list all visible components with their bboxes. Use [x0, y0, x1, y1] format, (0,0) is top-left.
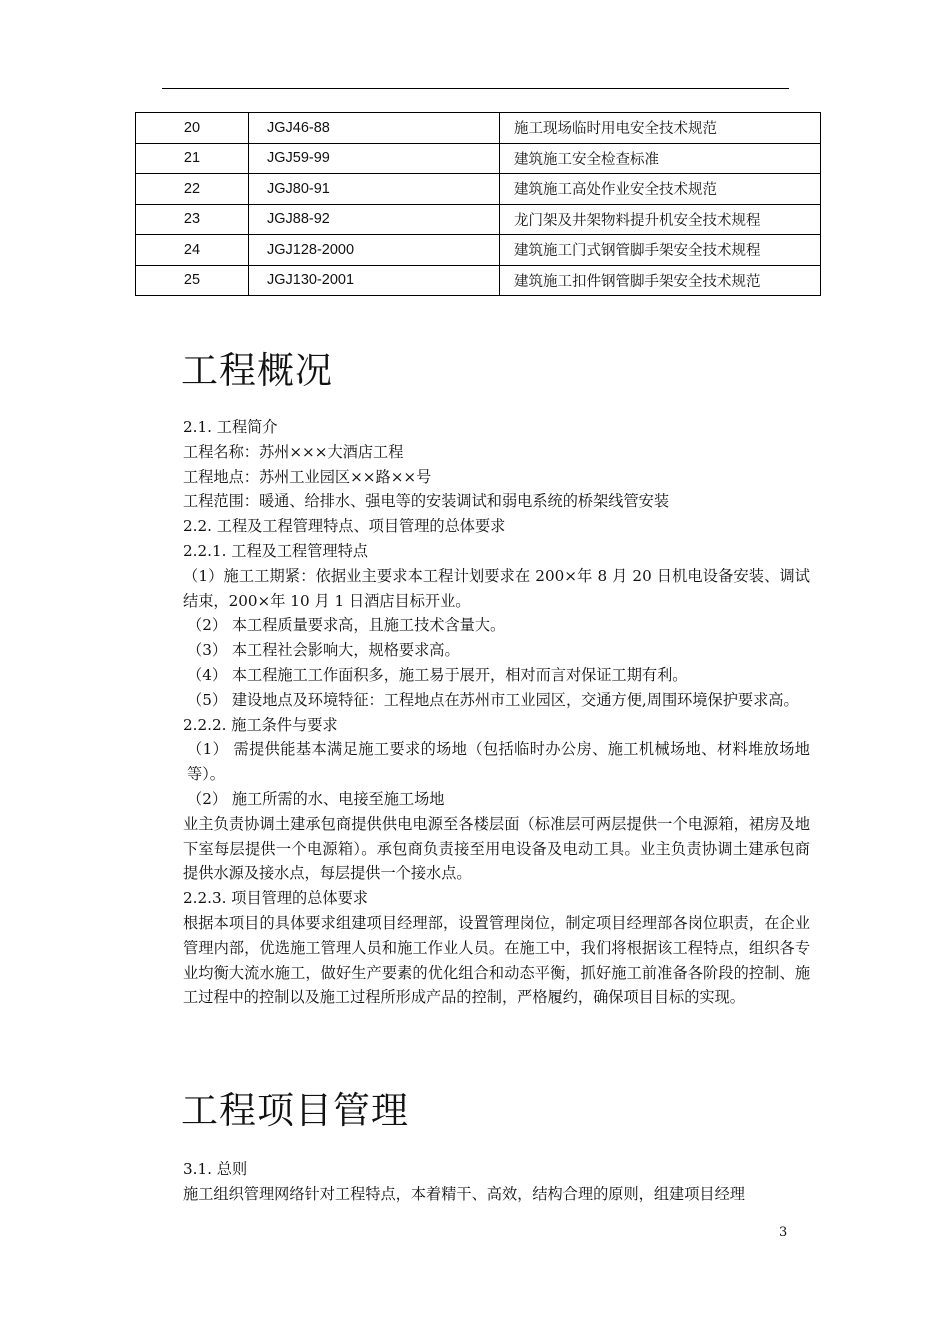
project-scope: 工程范围：暖通、给排水、强电等的安装调试和弱电系统的桥架线管安装	[183, 492, 669, 511]
subsection-title: 3.1. 总则	[183, 1160, 248, 1178]
paragraph: （1） 需提供能基本满足施工要求的场地（包括临时办公房、施工机械场地、材料堆放场地等）。	[187, 740, 810, 784]
paragraph: （2） 施工所需的水、电接至施工场地	[187, 789, 445, 808]
row-no: 22	[136, 174, 249, 205]
row-no: 25	[136, 265, 249, 296]
subsection-title: 2.2.1. 工程及工程管理特点	[183, 541, 368, 560]
table-row	[136, 113, 821, 144]
project-name: 工程名称：苏州×××大酒店工程	[183, 442, 404, 461]
subsection-title: 2.2. 工程及工程管理特点、项目管理的总体要求	[183, 517, 506, 536]
subsection-title: 2.2.2. 施工条件与要求	[183, 715, 338, 734]
row-code: JGJ88-92	[249, 204, 500, 235]
paragraph: （2） 本工程质量要求高，且施工技术含量大。	[187, 616, 506, 635]
row-no: 20	[136, 113, 249, 144]
table-row	[136, 235, 821, 266]
row-code: JGJ80-91	[249, 174, 500, 205]
row-title: 龙门架及井架物料提升机安全技术规程	[500, 204, 821, 235]
row-code: JGJ128-2000	[249, 235, 500, 266]
subsection-title: 2.2.3. 项目管理的总体要求	[183, 889, 368, 908]
paragraph: （3） 本工程社会影响大，规格要求高。	[187, 641, 460, 660]
table-row	[136, 204, 821, 235]
row-title: 建筑施工扣件钢管脚手架安全技术规范	[500, 265, 821, 296]
paragraph: （4） 本工程施工工作面积多，施工易于展开，相对而言对保证工期有利。	[187, 665, 688, 684]
row-no: 21	[136, 143, 249, 174]
table-row	[136, 174, 821, 205]
paragraph: 根据本项目的具体要求组建项目经理部，设置管理岗位，制定项目经理部各岗位职责，在企业管理内部，优选施工管理人员和施工作业人员。在施工中，我们将根据该工程特点，组织各专业均衡大流水施工，做好生产要素的优化组合和动态平衡，抓好施工前准备各阶段的控制、施工过程中的控制以及施工过程所形成产品的控制，严格履约，确保项目目标的实现。	[183, 913, 810, 1007]
row-title: 施工现场临时用电安全技术规范	[500, 113, 821, 144]
table-row	[136, 265, 821, 296]
section-heading-overview: 工程概况	[181, 349, 333, 392]
section-overview-body	[145, 415, 810, 1010]
row-code: JGJ46-88	[249, 113, 500, 144]
section-heading-management: 工程项目管理	[181, 1089, 409, 1132]
subsection-title: 2.1. 工程简介	[183, 418, 278, 436]
header-rule	[162, 88, 789, 89]
paragraph: 业主负责协调土建承包商提供供电电源至各楼层面（标准层可两层提供一个电源箱，裙房及地下室每层提供一个电源箱）。承包商负责接至用电设备及电动工具。业主负责协调土建承包商提供水源及接水点，每层提供一个接水点。	[183, 814, 810, 883]
paragraph: 施工组织管理网络针对工程特点，本着精干、高效，结构合理的原则，组建项目经理	[183, 1184, 745, 1203]
row-no: 23	[136, 204, 249, 235]
row-title: 建筑施工高处作业安全技术规范	[500, 174, 821, 205]
project-location: 工程地点：苏州工业园区××路××号	[183, 467, 432, 486]
row-title: 建筑施工门式钢管脚手架安全技术规程	[500, 235, 821, 266]
paragraph: （5） 建设地点及环境特征：工程地点在苏州市工业园区，交通方便,周围环境保护要求高。	[187, 690, 799, 709]
row-code: JGJ59-99	[249, 143, 500, 174]
row-code: JGJ130-2001	[249, 265, 500, 296]
page-number: 3	[779, 1225, 788, 1240]
row-no: 24	[136, 235, 249, 266]
standards-table	[135, 112, 821, 296]
section-management-body	[145, 1157, 810, 1207]
paragraph: （1）施工工期紧：依据业主要求本工程计划要求在 200×年 8 月 20 日机电设备安装、调试结束，200×年 10 月 1 日酒店目标开业。	[183, 566, 810, 610]
table-row	[136, 143, 821, 174]
row-title: 建筑施工安全检查标准	[500, 143, 821, 174]
